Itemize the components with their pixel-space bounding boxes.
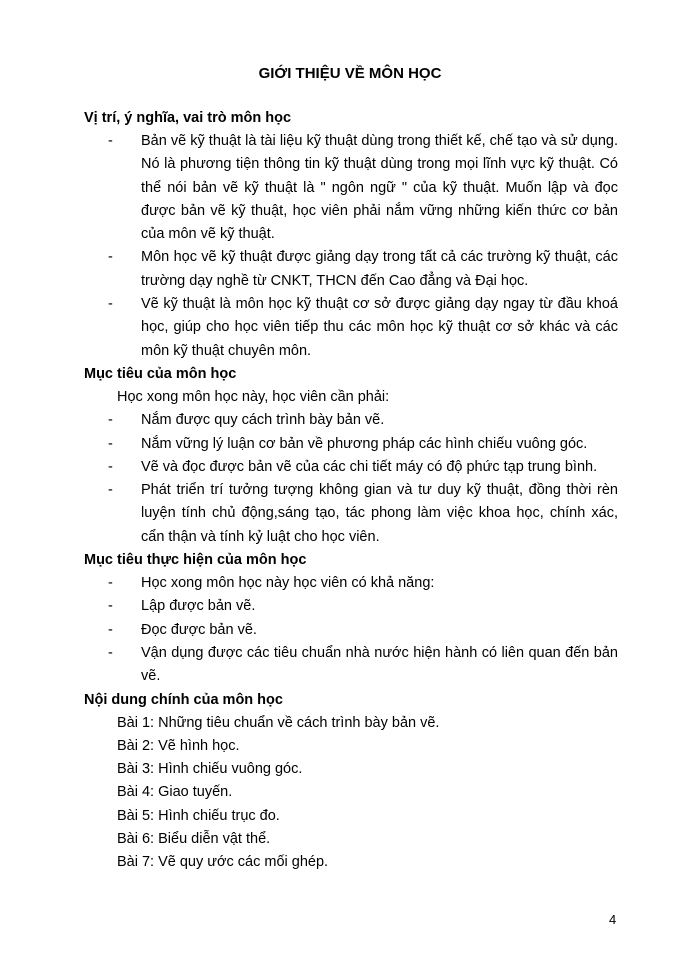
bullet-list-role	[84, 130, 618, 363]
section-heading-role: Vị trí, ý nghĩa, vai trò môn học	[84, 110, 292, 126]
list-item	[108, 479, 618, 549]
lesson-item-7: Bài 7: Vẽ quy ước các mối ghép.	[117, 854, 329, 871]
list-item	[108, 409, 618, 432]
bullet-marker: -	[108, 621, 113, 638]
list-item	[108, 572, 618, 595]
bullet-marker: -	[108, 435, 113, 452]
page-title: GIỚI THIỆU VỀ MÔN HỌC	[258, 65, 442, 82]
bullet-marker: -	[108, 644, 113, 661]
bullet-marker: -	[108, 412, 113, 429]
list-item	[108, 433, 618, 456]
bullet-text: Vẽ và đọc được bản vẽ của các chi tiết máy có độ phức tạp trung bình.	[141, 458, 598, 475]
bullet-marker: -	[108, 482, 113, 499]
bullet-text: Bản vẽ kỹ thuật là tài liệu kỹ thuật dùng trong thiết kế, chế tạo và sử dụng. Nó là phương tiện thông tin kỹ thuật dùng trong mọi lĩnh vực kỹ thuật. Có thể nói bản vẽ kỹ thuật là " ngôn ngữ " của kỹ thuật. Muốn lập và đọc được bản vẽ kỹ thuật, học viên phải nắm vững những kiến thức cơ bản của môn vẽ kỹ thuật.	[141, 133, 618, 243]
bullet-text: Học xong môn học này học viên có khả năng:	[141, 575, 435, 592]
list-item	[108, 246, 618, 293]
lesson-item-5: Bài 5: Hình chiếu trục đo.	[117, 807, 280, 824]
bullet-marker: -	[108, 296, 113, 313]
bullet-text: Nắm vững lý luận cơ bản về phương pháp các hình chiếu vuông góc.	[141, 435, 588, 452]
document-body	[84, 107, 618, 875]
bullet-text: Môn học vẽ kỹ thuật được giảng dạy trong tất cả các trường kỹ thuật, các trường dạy nghề từ CNKT, THCN đến Cao đẳng và Đại học.	[141, 249, 618, 289]
lesson-item-4: Bài 4: Giao tuyến.	[117, 784, 233, 801]
bullet-list-objectives	[84, 409, 618, 549]
lesson-item-2: Bài 2: Vẽ hình học.	[117, 737, 240, 754]
bullet-text: Đọc được bản vẽ.	[141, 621, 257, 638]
bullet-text: Vận dụng được các tiêu chuẩn nhà nước hiện hành có liên quan đến bản vẽ.	[141, 644, 618, 685]
list-item	[108, 130, 618, 246]
section-heading-objectives: Mục tiêu của môn học	[84, 365, 237, 382]
bullet-text: Nắm được quy cách trình bày bản vẽ.	[141, 412, 385, 429]
list-item	[108, 293, 618, 363]
page-number: 4	[609, 912, 617, 927]
bullet-marker: -	[108, 249, 113, 266]
section-heading-performance: Mục tiêu thực hiện của môn học	[84, 552, 307, 569]
objectives-intro: Học xong môn học này, học viên cần phải:	[117, 388, 390, 405]
bullet-text: Phát triển trí tưởng tượng không gian và tư duy kỹ thuật, đồng thời rèn luyện tính chủ động,sáng tạo, tác phong làm việc khoa học, chính xác, cẩn thận và tính kỷ luật cho học viên.	[141, 482, 618, 545]
bullet-marker: -	[108, 133, 113, 149]
bullet-list-performance	[84, 572, 618, 688]
list-item	[108, 595, 618, 618]
lesson-item-3: Bài 3: Hình chiếu vuông góc.	[117, 761, 303, 778]
bullet-marker: -	[108, 458, 113, 475]
bullet-text: Lập được bản vẽ.	[141, 598, 256, 615]
lesson-item-6: Bài 6: Biểu diễn vật thể.	[117, 831, 271, 848]
bullet-marker: -	[108, 598, 113, 615]
list-item	[108, 642, 618, 689]
section-heading-content: Nội dung chính của môn học	[84, 691, 283, 708]
list-item	[108, 619, 618, 642]
bullet-text: Vẽ kỹ thuật là môn học kỹ thuật cơ sở được giảng dạy ngay từ đầu khoá học, giúp cho học viên tiếp thu các môn học kỹ thuật cơ sở khác và các môn kỹ thuật chuyên môn.	[141, 296, 618, 359]
bullet-marker: -	[108, 575, 113, 592]
lesson-item-1: Bài 1: Những tiêu chuẩn về cách trình bày bản vẽ.	[117, 714, 440, 731]
lesson-list	[84, 712, 618, 875]
list-item	[108, 456, 618, 479]
